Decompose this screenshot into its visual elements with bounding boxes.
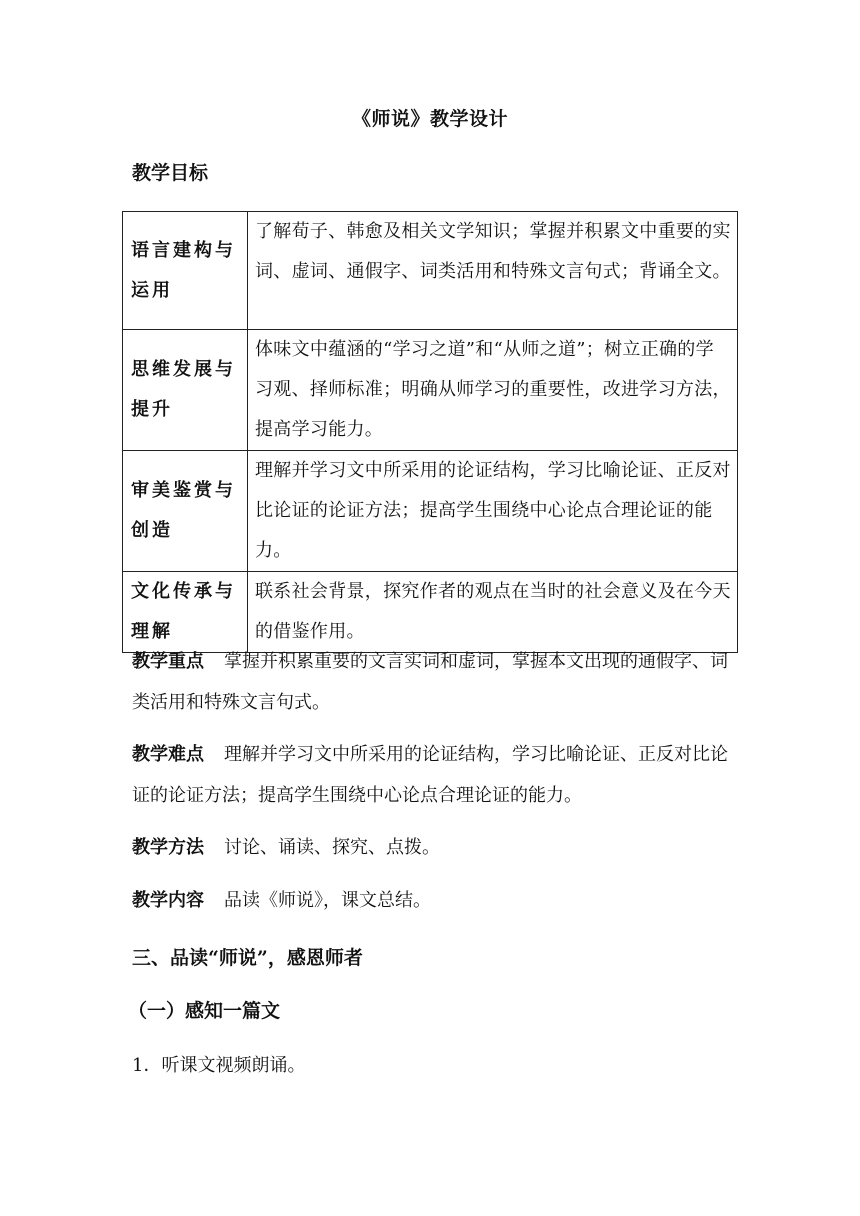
difficulty-text: 理解并学习文中所采用的论证结构，学习比喻论证、正反对比论证的论证方法；提高学生围绕中心论点合理论证的能力。 <box>132 744 728 806</box>
focus-paragraph <box>132 641 732 723</box>
section-heading: 三、品读“师说”，感恩师者 <box>132 947 363 969</box>
table-row <box>123 451 738 572</box>
table-row <box>123 212 738 330</box>
subsection-heading: （一）感知一篇文 <box>128 1000 281 1022</box>
goal-label: 文化传承与理解 <box>123 572 248 653</box>
content-key: 教学内容 <box>132 890 204 911</box>
method-text: 讨论、诵读、探究、点拨。 <box>224 837 440 858</box>
goal-label: 语言建构与运用 <box>123 212 248 330</box>
content-paragraph <box>132 880 732 921</box>
goals-heading: 教学目标 <box>132 162 209 184</box>
focus-text: 掌握并积累重要的文言实词和虚词，掌握本文出现的通假字、词类活用和特殊文言句式。 <box>132 651 728 713</box>
goal-label: 审美鉴赏与创造 <box>123 451 248 572</box>
step-item: 1．听课文视频朗诵。 <box>132 1055 306 1076</box>
goals-table <box>122 211 738 653</box>
table-row <box>123 330 738 451</box>
difficulty-key: 教学难点 <box>132 744 204 765</box>
page-title: 《师说》教学设计 <box>351 108 508 130</box>
goal-text: 体味文中蕴涵的“学习之道”和“从师之道”；树立正确的学习观、择师标准；明确从师学习的重要性，改进学习方法，提高学习能力。 <box>248 330 738 451</box>
goal-text: 理解并学习文中所采用的论证结构，学习比喻论证、正反对比论证的论证方法；提高学生围绕中心论点合理论证的能力。 <box>248 451 738 572</box>
difficulty-paragraph <box>132 734 732 816</box>
method-key: 教学方法 <box>132 837 204 858</box>
focus-key: 教学重点 <box>132 651 204 672</box>
goal-text: 了解荀子、韩愈及相关文学知识；掌握并积累文中重要的实词、虚词、通假字、词类活用和特殊文言句式；背诵全文。 <box>248 212 738 330</box>
content-text: 品读《师说》，课文总结。 <box>224 890 431 911</box>
goal-label: 思维发展与提升 <box>123 330 248 451</box>
goal-text: 联系社会背景，探究作者的观点在当时的社会意义及在今天的借鉴作用。 <box>248 572 738 653</box>
method-paragraph <box>132 827 732 868</box>
